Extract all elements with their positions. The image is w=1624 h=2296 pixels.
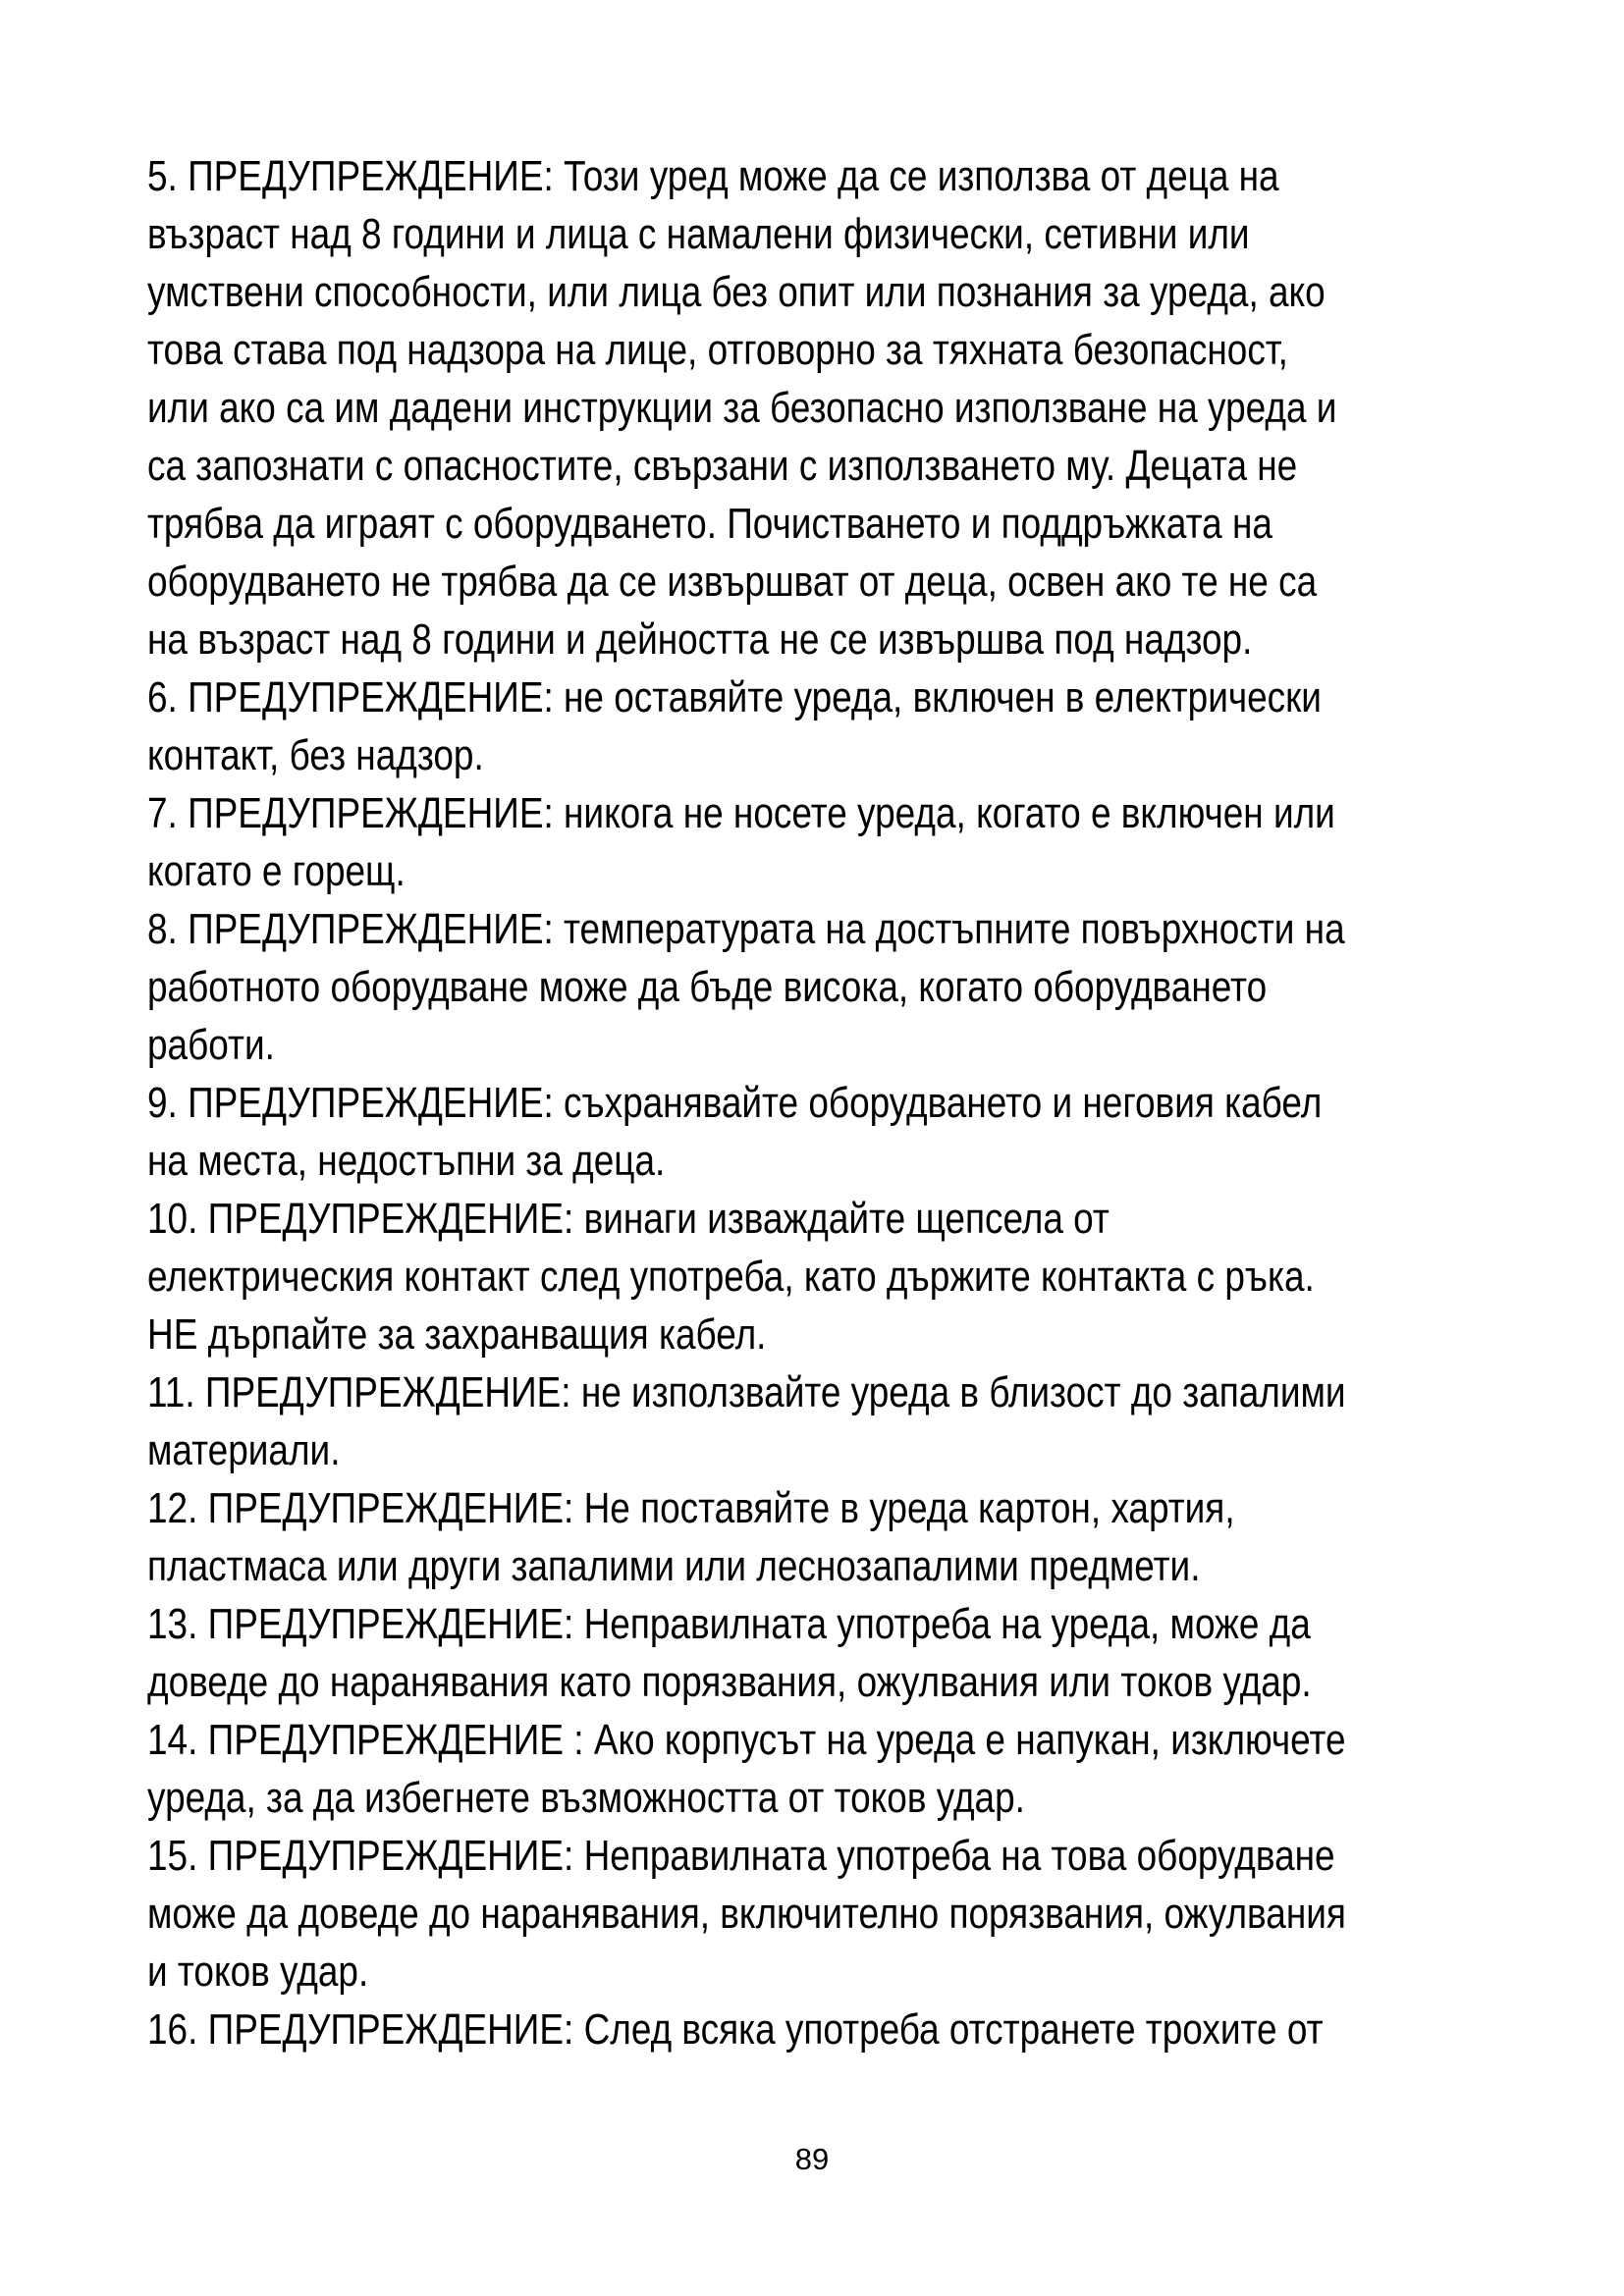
- text-line: 11. ПРЕДУПРЕЖДЕНИЕ: не използвайте уреда в близост до запалими: [147, 1368, 1346, 1416]
- text-line: 5. ПРЕДУПРЕЖДЕНИЕ: Този уред може да се използва от деца на: [147, 152, 1279, 200]
- text-line: това става под надзора на лице, отговорно за тяхната безопасност,: [147, 326, 1288, 374]
- text-line: електрическия контакт след употреба, като държите контакта с ръка.: [147, 1253, 1315, 1301]
- text-line: 7. ПРЕДУПРЕЖДЕНИЕ: никога не носете уреда, когато е включен или: [147, 789, 1335, 837]
- text-line: материали.: [147, 1426, 341, 1474]
- text-line: на места, недостъпни за деца.: [147, 1137, 666, 1185]
- text-line: умствени способности, или лица без опит или познания за уреда, ако: [147, 268, 1326, 316]
- text-line: може да доведе до наранявания, включително порязвания, ожулвания: [147, 1890, 1346, 1938]
- text-line: 16. ПРЕДУПРЕЖДЕНИЕ: След всяка употреба отстранете трохите от: [147, 2005, 1324, 2054]
- text-line: НЕ дърпайте за захранващия кабел.: [147, 1310, 767, 1359]
- text-line: 6. ПРЕДУПРЕЖДЕНИЕ: не оставяйте уреда, включен в електрически: [147, 673, 1322, 721]
- text-line: 15. ПРЕДУПРЕЖДЕНИЕ: Неправилната употреба на това оборудване: [147, 1832, 1335, 1880]
- text-line: 13. ПРЕДУПРЕЖДЕНИЕ: Неправилната употреба на уреда, може да: [147, 1600, 1311, 1648]
- text-line: работи.: [147, 1021, 275, 1069]
- text-line: 12. ПРЕДУПРЕЖДЕНИЕ: Не поставяйте в уреда картон, хартия,: [147, 1484, 1235, 1532]
- text-line: 8. ПРЕДУПРЕЖДЕНИЕ: температурата на достъпните повърхности на: [147, 905, 1345, 953]
- text-line: работното оборудване може да бъде висока, когато оборудването: [147, 963, 1268, 1011]
- text-line: 14. ПРЕДУПРЕЖДЕНИЕ : Ако корпусът на уреда е напукан, изключете: [147, 1716, 1346, 1764]
- text-line: уреда, за да избегнете възможността от токов удар.: [147, 1774, 1025, 1822]
- text-line: контакт, без надзор.: [147, 731, 484, 779]
- text-line: са запознати с опасностите, свързани с използването му. Децата не: [147, 442, 1298, 490]
- text-line: и токов удар.: [147, 1948, 369, 1996]
- text-line: възраст над 8 години и лица с намалени физически, сетивни или: [147, 210, 1250, 258]
- text-line: оборудването не трябва да се извършват от деца, освен ако те не са: [147, 558, 1318, 606]
- text-line: 9. ПРЕДУПРЕЖДЕНИЕ: съхранявайте оборудването и неговия кабел: [147, 1079, 1323, 1127]
- text-line: трябва да играят с оборудването. Почистването и поддръжката на: [147, 500, 1272, 548]
- text-line: доведе до наранявания като порязвания, ожулвания или токов удар.: [147, 1658, 1312, 1706]
- text-line: пластмаса или други запалими или леснозапалими предмети.: [147, 1542, 1201, 1590]
- text-line: на възраст над 8 години и дейността не се извършва под надзор.: [147, 615, 1253, 664]
- text-line: 10. ПРЕДУПРЕЖДЕНИЕ: винаги изваждайте щепсела от: [147, 1195, 1110, 1243]
- page-number: 89: [794, 2142, 830, 2176]
- text-line: или ако са им дадени инструкции за безопасно използване на уреда и: [147, 384, 1337, 432]
- text-line: когато е горещ.: [147, 847, 406, 895]
